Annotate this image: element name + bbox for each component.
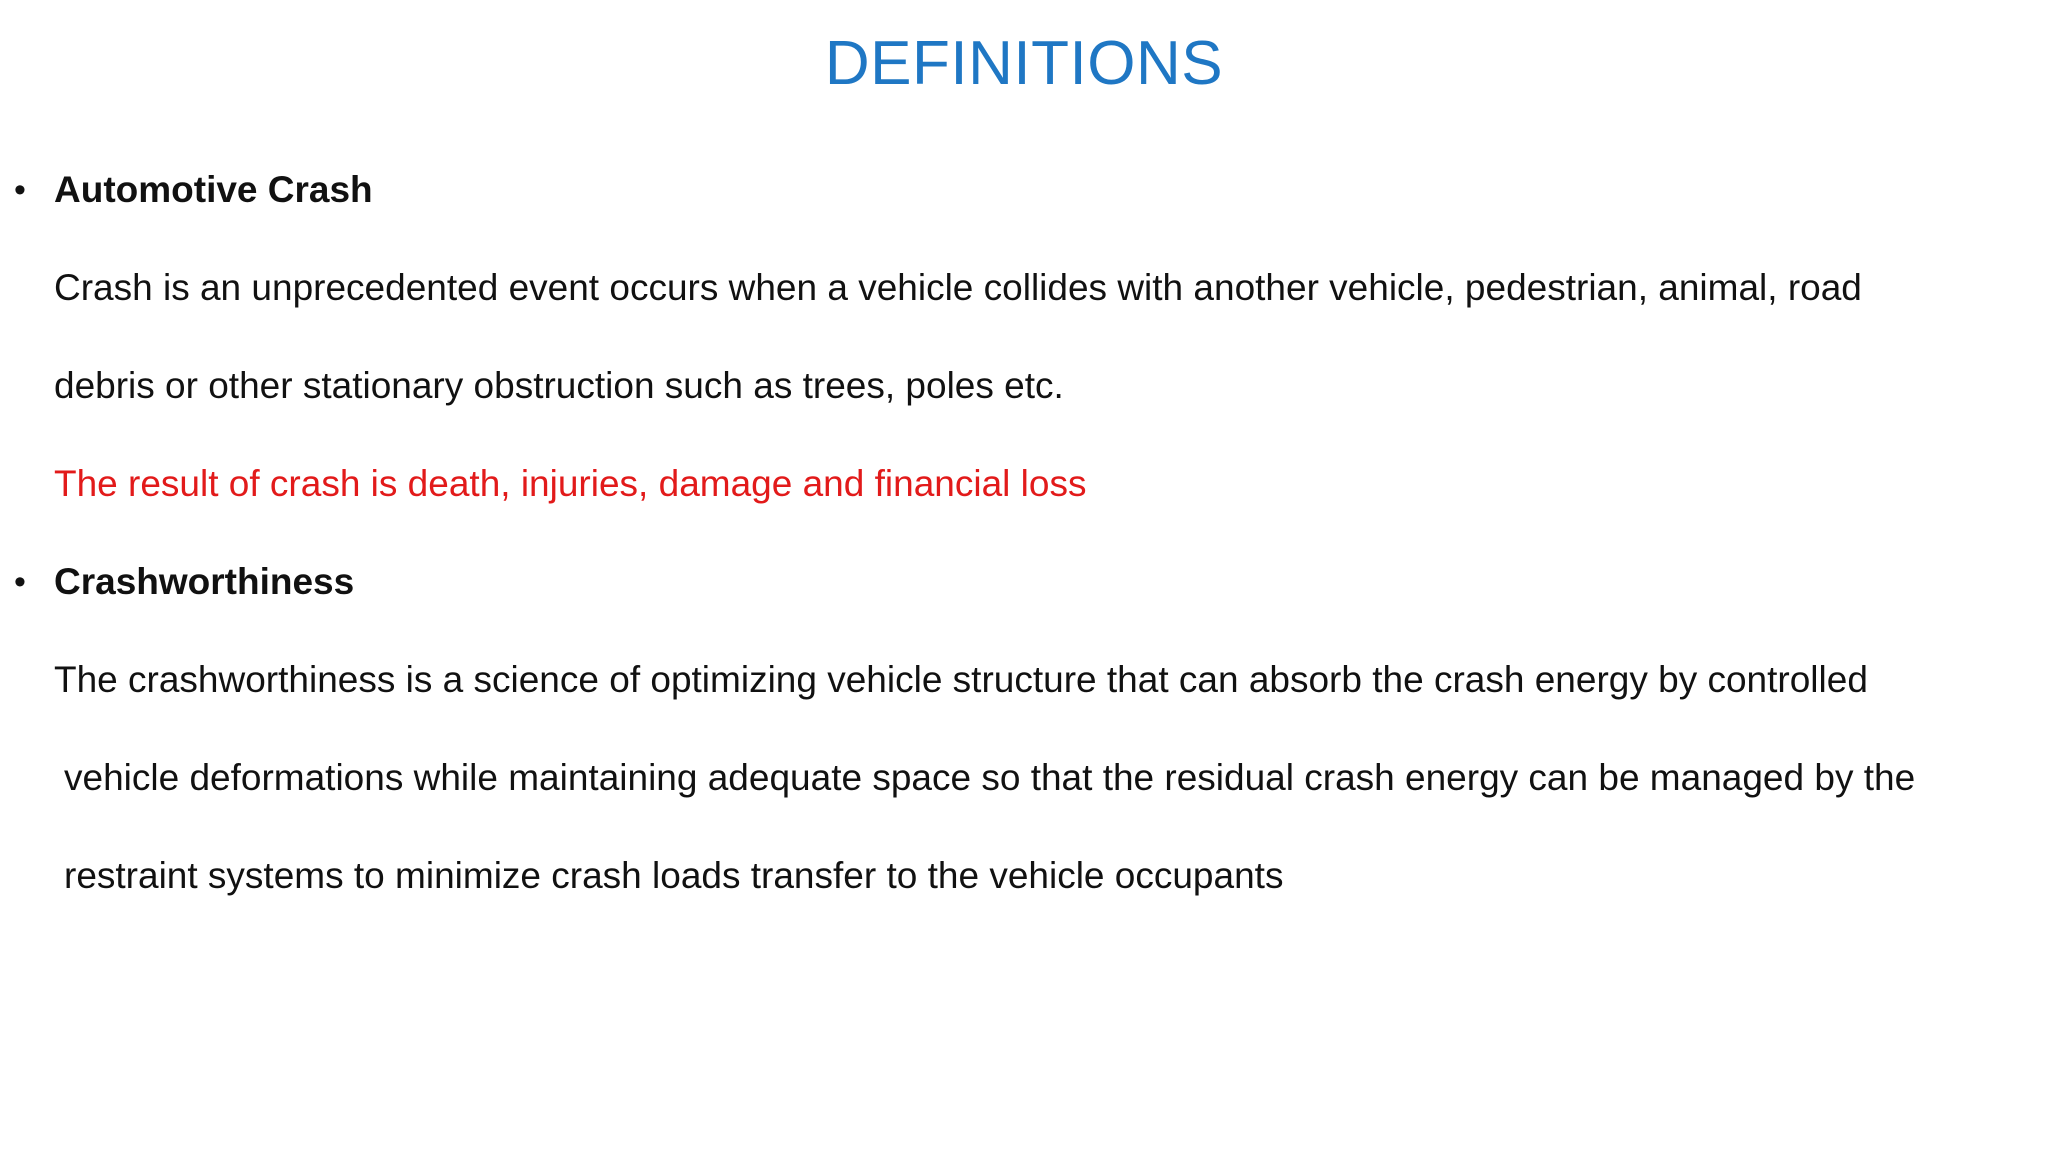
heading-automotive-crash: Automotive Crash xyxy=(54,169,373,210)
automotive-crash-line-1: Crash is an unprecedented event occurs when a vehicle collides with another vehicle, pedestrian, animal, road xyxy=(54,267,1862,308)
crashworthiness-line-1: The crashworthiness is a science of optimizing vehicle structure that can absorb the crash energy by controlled xyxy=(54,659,1868,700)
automotive-crash-line-2: debris or other stationary obstruction such as trees, poles etc. xyxy=(54,365,1064,406)
crashworthiness-line-2: vehicle deformations while maintaining adequate space so that the residual crash energy can be managed by the xyxy=(64,757,1916,798)
slide-title: DEFINITIONS xyxy=(824,29,1224,98)
bullet-icon: • xyxy=(14,171,26,209)
heading-crashworthiness: Crashworthiness xyxy=(54,561,355,602)
crash-result-highlight: The result of crash is death, injuries, damage and financial loss xyxy=(54,463,1087,504)
crashworthiness-line-3: restraint systems to minimize crash loads transfer to the vehicle occupants xyxy=(64,855,1284,896)
bullet-icon: • xyxy=(14,563,26,601)
bullet-automotive-crash xyxy=(14,162,373,218)
bullet-crashworthiness xyxy=(14,554,354,610)
